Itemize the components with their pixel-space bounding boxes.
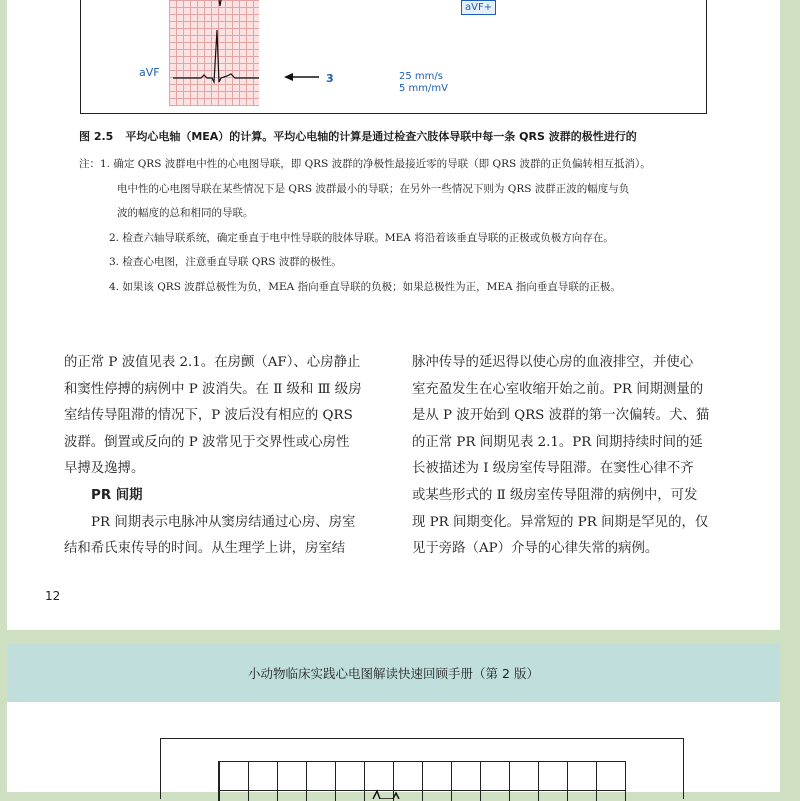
body-line: 是从 P 波开始到 QRS 波群的第一次偏转。犬、猫 [412,408,710,424]
note-line: 波的幅度的总和相同的导联。 [117,207,254,220]
next-page [7,702,780,792]
avf-positive-badge: aVF+ [461,0,496,15]
body-line: PR 间期表示电脉冲从窦房结通过心房、房室 [91,514,356,530]
body-line: 或某些形式的 Ⅱ 级房室传导阻滞的病例中，可发 [412,487,698,503]
caption-text: 平均心电轴（MEA）的计算。平均心电轴的计算是通过检查六肢体导联中每一条 QRS 波群的极性进行的 [125,130,637,143]
body-line: 早搏及逸搏。 [64,461,145,477]
paper-speed: 25 mm/s [399,71,443,82]
note-line: 注：1. 确定 QRS 波群电中性的心电图导联，即 QRS 波群的净极性最接近零的导联（即 QRS 波群的正负偏转相互抵消）。 [79,158,651,170]
body-line: 的正常 P 波值见表 2.1。在房颤（AF）、心房静止 [64,355,361,370]
body-line: 结和希氏束传导的时间。从生理学上讲，房室结 [64,541,346,557]
page-number: 12 [45,589,61,603]
body-line: 见于旁路（AP）介导的心律失常的病例。 [412,541,659,557]
arrow-icon [284,73,319,81]
right-column [412,350,730,563]
ecg-trace-avf [173,30,259,82]
note-line: 电中性的心电图导联在某些情况下是 QRS 波群最小的导联；在另外一些情况下则为 QRS 波群正波的幅度与负 [117,182,630,195]
note-line: 2. 检查六轴导联系统，确定垂直于电中性导联的肢体导联。MEA 将沿着该垂直导联的正极或负极方向存在。 [109,231,614,244]
next-figure-frame [160,738,684,799]
body-line: 室充盈发生在心室收缩开始之前。PR 间期测量的 [412,381,704,397]
ecg-trace-top [219,0,221,6]
arrow-number: 3 [326,72,334,85]
ecg-figure [80,0,707,114]
body-line: 室结传导阻滞的情况下，P 波后没有相应的 QRS [64,408,353,424]
calibration-text [399,71,448,95]
figure-notes [79,152,651,300]
caption-number: 图 2.5 [79,130,114,143]
body-line: 脉冲传导的延迟得以使心房的血液排空，并使心 [412,355,694,370]
section-title: PR 间期 [91,487,143,503]
body-line: 波群。倒置或反向的 P 波常见于交界性或心房性 [64,434,350,450]
body-line: 和窦性停搏的病例中 P 波消失。在 Ⅱ 级和 Ⅲ 级房 [64,381,362,397]
left-column [64,350,382,563]
body-line: 长被描述为 Ⅰ 级房室传导阻滞。在窦性心律不齐 [412,461,694,477]
figure-caption [79,128,637,144]
note-line: 4. 如果该 QRS 波群总极性为负，MEA 指向垂直导联的负极；如果总极性为正，MEA 指向垂直导联的正极。 [109,280,621,293]
body-line: 的正常 PR 间期见表 2.1。PR 间期持续时间的延 [412,434,703,450]
body-line: 现 PR 间期变化。异常短的 PR 间期是罕见的，仅 [412,514,709,530]
lead-label-avf: aVF [139,66,160,79]
gain-value: 5 mm/mV [399,83,448,94]
next-figure-trace [161,739,683,799]
book-title: 小动物临床实践心电图解读快速回顾手册（第 2 版） [248,666,539,681]
note-line: 3. 检查心电图，注意垂直导联 QRS 波群的极性。 [109,256,342,269]
ecg-trace [81,0,706,113]
next-page-header [7,644,780,702]
page-12 [7,0,780,630]
